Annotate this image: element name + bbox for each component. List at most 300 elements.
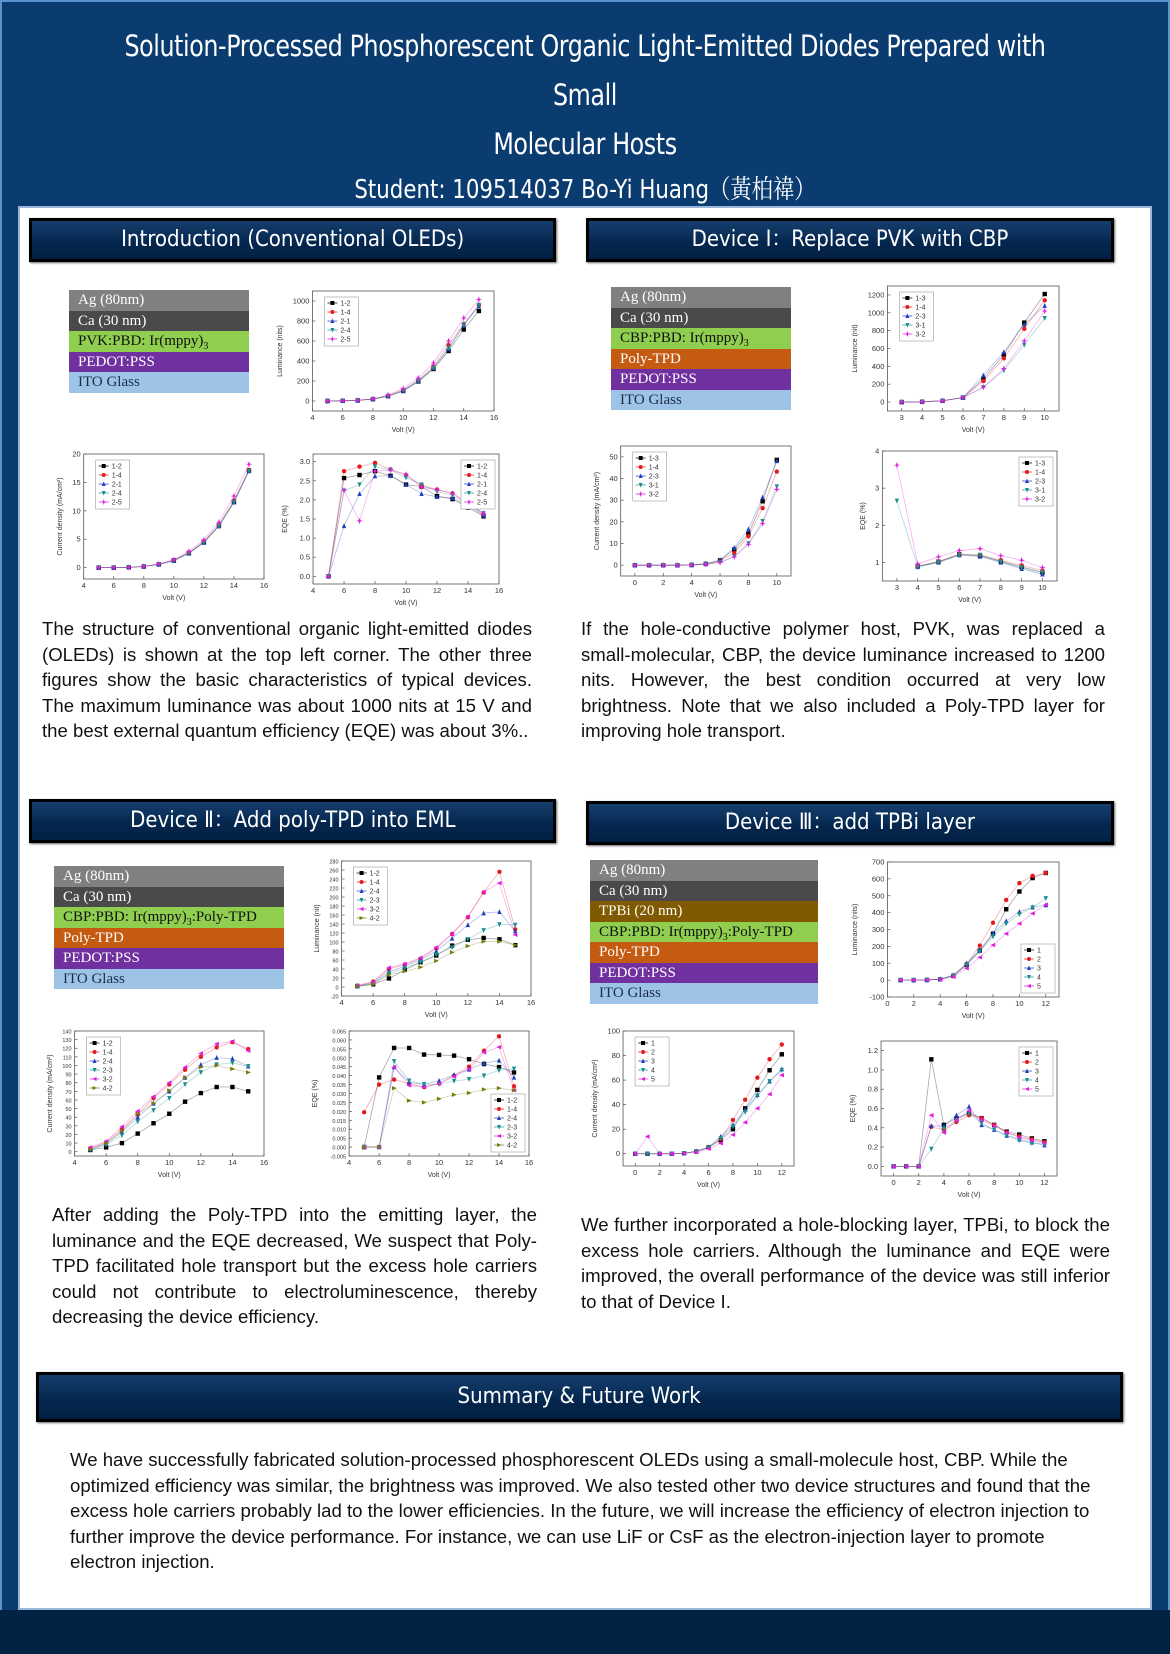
y-axis-label: Luminance (nit) — [314, 904, 321, 953]
legend-label: 1-4 — [111, 472, 122, 480]
x-tick-label: 6 — [964, 999, 969, 1008]
x-tick-label: 12 — [464, 1158, 474, 1167]
data-point — [477, 309, 481, 313]
legend-label: 2-3 — [507, 1124, 518, 1132]
x-tick-label: 6 — [104, 1158, 109, 1167]
y-tick-label: 1200 — [867, 290, 885, 300]
layer-label: ITO Glass — [599, 985, 661, 1001]
x-tick-label: 10 — [1015, 999, 1024, 1008]
layer-label-suffix: :Poly-TPD — [191, 909, 257, 925]
y-tick-label: 140 — [329, 922, 339, 929]
x-tick-label: 7 — [977, 583, 983, 592]
y-tick-label: 1.5 — [299, 514, 311, 524]
device-stack-intro — [69, 290, 249, 393]
layer-label: PEDOT:PSS — [620, 371, 697, 387]
data-point — [357, 464, 361, 468]
data-point — [362, 1110, 366, 1114]
legend-label: 4-2 — [102, 1085, 113, 1093]
layer-label-subscript: 3 — [203, 341, 209, 352]
legend — [324, 297, 358, 346]
x-tick-label: 16 — [259, 581, 269, 590]
legend-label: 2-4 — [102, 1058, 113, 1066]
legend-label: 2-5 — [111, 499, 122, 507]
data-point — [467, 464, 471, 468]
data-point — [357, 473, 361, 477]
legend-label: 1-3 — [648, 455, 659, 463]
data-point — [755, 1088, 759, 1092]
legend — [491, 1094, 525, 1152]
x-tick-label: 12 — [463, 998, 473, 1007]
layer-ca — [590, 881, 818, 902]
x-tick-label: 10 — [1015, 1178, 1024, 1187]
x-tick-label: 4 — [347, 1158, 352, 1167]
y-tick-label: 1000 — [292, 296, 310, 306]
y-tick-label: 110 — [62, 1055, 72, 1062]
section-heading-device3 — [586, 801, 1114, 845]
data-point — [102, 464, 106, 468]
y-axis-label: EQE (%) — [282, 505, 289, 533]
data-point — [1030, 874, 1034, 878]
data-point — [422, 1052, 426, 1056]
y-tick-label: 0 — [880, 975, 885, 985]
layer-label: Ca (30 nm) — [599, 882, 668, 899]
section-heading-intro-text: Introduction (Conventional OLEDs) — [120, 227, 465, 252]
legend-label: 1 — [1035, 1050, 1039, 1058]
legend-label: 2-4 — [369, 888, 380, 896]
x-tick-label: 14 — [494, 1158, 504, 1167]
device3-description: We further incorporated a hole-blocking layer, TPBi, to block the excess hole carriers. Although the luminance and EQE were improved, the overall performance of the device was still inferior to that of Device I. — [581, 1214, 1110, 1312]
legend-label: 2-5 — [477, 499, 488, 507]
x-tick-label: 8 — [370, 413, 376, 422]
data-point — [93, 1050, 97, 1054]
layer-label: Ca (30 nm) — [620, 309, 689, 326]
legend-label: 1 — [651, 1040, 655, 1048]
x-tick-label: 10 — [434, 1158, 444, 1167]
y-tick-label: 100 — [607, 1026, 621, 1036]
legend-label: 1-4 — [648, 464, 659, 472]
y-tick-label: 260 — [329, 868, 339, 875]
layer-pedot — [611, 369, 791, 390]
data-point — [497, 1098, 501, 1102]
data-point — [1043, 292, 1047, 296]
data-point — [102, 473, 106, 477]
y-tick-label: 2 — [875, 520, 880, 530]
legend-label: 1-4 — [477, 472, 488, 480]
x-tick-label: 12 — [196, 1158, 206, 1167]
legend-label: 3-2 — [915, 331, 926, 339]
data-point — [760, 506, 764, 510]
layer-eml — [611, 328, 791, 349]
section-heading-device3-text: Device Ⅲ：add TPBi layer — [724, 810, 976, 835]
legend-label: 1-4 — [915, 304, 926, 312]
data-point — [481, 936, 485, 940]
x-tick-label: 6 — [717, 578, 723, 587]
y-tick-label: -0.005 — [330, 1154, 347, 1161]
legend-label: 3 — [1035, 1068, 1039, 1076]
legend-label: 2-3 — [915, 313, 926, 321]
legend-label: 2-1 — [111, 481, 122, 489]
y-tick-label: 120 — [62, 1046, 72, 1053]
x-tick-label: 0 — [885, 999, 890, 1008]
legend-label: 1-2 — [369, 870, 380, 878]
y-tick-label: 0.2 — [867, 1142, 879, 1152]
layer-ito — [590, 983, 818, 1004]
y-tick-label: 100 — [62, 1063, 72, 1070]
data-point — [230, 1085, 234, 1089]
x-tick-label: 8 — [141, 581, 146, 590]
y-tick-label: 160 — [329, 913, 339, 920]
data-point — [330, 310, 334, 314]
legend-label: 2-4 — [507, 1115, 518, 1123]
x-tick-label: 16 — [526, 998, 536, 1007]
x-tick-label: 14 — [463, 586, 473, 595]
data-point — [387, 976, 391, 980]
data-point — [780, 1052, 784, 1056]
data-point — [978, 943, 982, 947]
y-tick-label: 0.015 — [332, 1118, 347, 1125]
data-point — [497, 870, 501, 874]
layer-eml — [54, 907, 284, 928]
layer-polytpd — [54, 928, 284, 949]
layer-label-subscript: 3 — [722, 931, 728, 943]
legend-label: 3-1 — [915, 322, 926, 330]
y-tick-label: 10 — [609, 539, 618, 548]
y-tick-label: 0.010 — [332, 1127, 347, 1134]
chart-device1-current-density — [592, 440, 797, 600]
legend-label: 1-4 — [369, 879, 380, 887]
y-tick-label: 40 — [332, 967, 339, 974]
legend-label: 2-4 — [111, 490, 122, 498]
y-tick-label: 0.055 — [332, 1047, 347, 1054]
y-tick-label: 0.045 — [332, 1065, 347, 1072]
x-tick-label: 8 — [407, 1158, 412, 1167]
data-point — [93, 1041, 97, 1045]
chart-device2-current-density — [45, 1025, 270, 1180]
layer-polytpd — [590, 942, 818, 963]
legend-label: 2-3 — [369, 897, 380, 905]
x-tick-label: 4 — [682, 1168, 687, 1177]
y-tick-label: 600 — [871, 344, 885, 353]
y-tick-label: 120 — [329, 931, 339, 938]
y-tick-label: 140 — [62, 1029, 72, 1036]
x-axis-label: Volt (V) — [424, 1012, 448, 1019]
y-tick-label: 0.0 — [299, 571, 311, 581]
y-tick-label: 0.050 — [332, 1056, 347, 1063]
data-point — [199, 1091, 203, 1095]
data-point — [1043, 298, 1047, 302]
y-tick-label: 200 — [296, 376, 310, 386]
y-tick-label: 0 — [880, 397, 885, 407]
section-heading-intro — [29, 218, 556, 262]
y-tick-label: 180 — [329, 904, 339, 911]
x-tick-label: 4 — [938, 999, 943, 1008]
y-axis-label: Current density (mA/cm²) — [47, 1054, 54, 1133]
y-tick-label: 0.065 — [332, 1029, 347, 1036]
data-point — [1027, 948, 1031, 952]
y-tick-label: 80 — [611, 1051, 621, 1061]
x-axis-label: Volt (V) — [697, 1182, 721, 1189]
legend-label: 2 — [1037, 956, 1041, 964]
data-point — [981, 379, 985, 383]
y-tick-label: 2.5 — [299, 476, 311, 486]
data-point — [377, 1082, 381, 1086]
x-tick-label: 2 — [916, 1178, 921, 1187]
legend-label: 1-2 — [111, 463, 122, 471]
x-axis-label: Volt (V) — [958, 597, 982, 604]
x-tick-label: 6 — [371, 998, 376, 1007]
y-tick-label: 60 — [611, 1075, 621, 1085]
layer-label: PEDOT:PSS — [599, 964, 676, 981]
x-tick-label: 4 — [310, 413, 315, 422]
y-tick-label: 0 — [335, 985, 339, 992]
data-point — [746, 534, 750, 538]
legend-label: 5 — [651, 1076, 655, 1084]
y-tick-label: 40 — [609, 474, 618, 483]
x-tick-label: 5 — [940, 413, 945, 422]
y-tick-label: 30 — [609, 495, 618, 505]
layer-label-subscript: 3 — [743, 338, 749, 349]
legend — [1019, 1047, 1053, 1096]
x-axis-label: Volt (V) — [961, 1013, 985, 1020]
y-tick-label: -20 — [330, 994, 339, 1001]
data-point — [767, 1057, 771, 1061]
layer-label: ITO Glass — [620, 391, 682, 408]
x-tick-label: 16 — [524, 1158, 534, 1167]
y-axis-label: Luminance (nits) — [277, 325, 284, 377]
layer-ag — [54, 866, 284, 887]
legend-label: 1-2 — [102, 1040, 113, 1048]
y-tick-label: 220 — [329, 886, 339, 893]
y-axis-label: EQE (%) — [312, 1079, 319, 1108]
intro-description: The structure of conventional organic light-emitted diodes (OLEDs) is shown at the top left corner. The other three figures show the basic characteristics of typical devices. The maximum luminance was about 1000 nits at 15 V and the best external quantum efficiency (EQE) was about 3%.. — [42, 618, 532, 742]
y-tick-label: 100 — [329, 940, 339, 947]
x-tick-label: 8 — [372, 586, 378, 595]
legend-label: 2-4 — [477, 490, 488, 498]
legend-label: 2-4 — [340, 327, 351, 335]
chart-device1-eqe — [858, 445, 1063, 605]
layer-label: Ca (30 nm) — [63, 888, 132, 905]
y-tick-label: 100 — [871, 958, 885, 968]
data-point — [1025, 470, 1029, 474]
data-point — [373, 461, 377, 465]
y-tick-label: 4 — [875, 446, 880, 456]
legend-label: 3-2 — [102, 1076, 113, 1084]
data-point — [775, 469, 779, 473]
x-tick-label: 2 — [661, 578, 666, 587]
y-axis-label: Luminance (nits) — [852, 903, 859, 956]
y-tick-label: 0 — [615, 1149, 621, 1159]
y-tick-label: 20 — [332, 976, 339, 983]
x-tick-label: 8 — [730, 1168, 736, 1177]
student-line: Student: 109514037 Bo-Yi Huang（黃柏禕） — [354, 175, 816, 205]
layer-tpbi — [590, 901, 818, 922]
legend-label: 2-1 — [340, 318, 351, 326]
y-tick-label: 3.0 — [299, 457, 311, 467]
data-point — [1027, 957, 1031, 961]
section-heading-device2-text: Device Ⅱ：Add poly-TPD into EML — [129, 808, 456, 833]
legend-label: 2-3 — [1035, 478, 1046, 486]
x-axis-label: Volt (V) — [394, 600, 418, 607]
y-tick-label: 0.8 — [867, 1084, 879, 1094]
x-tick-label: 10 — [401, 586, 411, 595]
legend-label: 4-2 — [369, 915, 380, 923]
data-point — [780, 1042, 784, 1046]
x-tick-label: 4 — [689, 578, 694, 587]
layer-label: CBP:PBD: Ir(mppy) — [620, 330, 744, 346]
layer-label: PEDOT:PSS — [78, 353, 155, 370]
x-tick-label: 16 — [489, 413, 499, 422]
y-tick-label: 30 — [65, 1124, 72, 1131]
data-point — [467, 473, 471, 477]
data-point — [929, 1057, 933, 1061]
layer-label: Ag (80nm) — [599, 862, 666, 878]
y-tick-label: 0.025 — [332, 1100, 347, 1107]
y-tick-label: 400 — [871, 908, 885, 918]
data-point — [905, 305, 909, 309]
layer-pedot — [590, 963, 818, 984]
y-tick-label: 400 — [871, 361, 885, 371]
legend-label: 1-3 — [1035, 460, 1046, 468]
legend — [1021, 944, 1055, 993]
data-point — [767, 1068, 771, 1072]
x-tick-label: 6 — [341, 586, 347, 595]
layer-ito — [54, 969, 284, 990]
x-tick-label: 12 — [777, 1168, 786, 1177]
data-point — [1025, 461, 1029, 465]
legend-label: 2 — [1035, 1059, 1039, 1067]
x-tick-label: 8 — [992, 1178, 997, 1187]
x-tick-label: 16 — [494, 586, 504, 595]
x-tick-label: 6 — [377, 1158, 382, 1167]
legend-label: 2-5 — [340, 336, 351, 344]
data-point — [743, 1098, 747, 1102]
y-tick-label: 40 — [65, 1115, 72, 1122]
y-tick-label: 300 — [871, 925, 885, 934]
layer-ca — [54, 887, 284, 908]
legend-label: 2 — [651, 1049, 655, 1057]
layer-label: Poly-TPD — [599, 944, 660, 960]
legend — [899, 292, 933, 341]
data-point — [497, 1034, 501, 1038]
x-tick-label: 4 — [920, 413, 925, 422]
chart-device2-luminance — [312, 855, 537, 1020]
data-point — [639, 456, 643, 460]
y-tick-label: 40 — [611, 1100, 621, 1110]
legend-label: 1-2 — [507, 1097, 518, 1105]
layer-label: PVK:PBD: Ir(mppy) — [78, 333, 204, 349]
data-point — [1025, 1060, 1029, 1064]
y-tick-label: 50 — [609, 452, 618, 462]
y-tick-label: 10 — [65, 1141, 72, 1148]
y-tick-label: 20 — [609, 517, 618, 527]
y-tick-label: 200 — [329, 895, 339, 902]
y-tick-label: 280 — [329, 859, 339, 866]
legend-label: 1-4 — [102, 1049, 113, 1057]
legend-label: 5 — [1037, 983, 1041, 991]
chart-device1-luminance — [850, 280, 1065, 435]
x-tick-label: 6 — [111, 581, 116, 590]
x-tick-label: 6 — [706, 1168, 711, 1177]
legend-label: 4-2 — [507, 1142, 518, 1150]
x-tick-label: 4 — [339, 998, 344, 1007]
x-tick-label: 8 — [135, 1158, 140, 1167]
x-tick-label: 2 — [657, 1168, 662, 1177]
x-tick-label: 0 — [632, 578, 637, 587]
section-heading-device1-text: Device Ⅰ：Replace PVK with CBP — [691, 227, 1009, 252]
device-stack-device3 — [590, 860, 818, 1004]
x-tick-label: 14 — [229, 581, 239, 590]
legend-label: 3-2 — [369, 906, 380, 914]
data-point — [641, 1050, 645, 1054]
x-tick-label: 6 — [966, 1178, 972, 1187]
y-tick-label: 0 — [305, 396, 310, 406]
chart-intro-current-density — [55, 448, 270, 603]
y-axis-label: Current density (mA/cm²) — [594, 471, 601, 551]
data-point — [1017, 889, 1021, 893]
y-tick-label: 1.0 — [867, 1065, 879, 1075]
legend-label: 4 — [1037, 974, 1041, 982]
legend-label: 4 — [1035, 1077, 1039, 1085]
layer-label: TPBi (20 nm) — [599, 903, 683, 919]
layer-label: CBP:PBD: Ir(mppy) — [63, 909, 187, 925]
layer-label-suffix: :Poly-TPD — [727, 923, 793, 940]
x-tick-label: 7 — [981, 413, 986, 422]
layer-ca — [611, 308, 791, 329]
x-tick-label: 8 — [402, 998, 407, 1007]
legend — [96, 460, 130, 509]
layer-ag — [590, 860, 818, 881]
data-point — [1022, 327, 1026, 331]
y-tick-label: 0 — [76, 563, 81, 573]
data-point — [641, 1041, 645, 1045]
y-tick-label: 500 — [871, 891, 885, 901]
legend-label: 3-2 — [507, 1133, 518, 1141]
summary-description: We have successfully fabricated solution-processed phosphorescent OLEDs using a small-molecule host, CBP. While the optimized efficiency was similar, the brightness was improved. We also tested other two device structures and found that the excess hole carriers probably lad to the lower efficiencies. In the future, we will increase the efficiency of electron injection to further improve the device performance. For instance, we can use LiF or CsF as the electron-injection layer to promote electron injection. — [70, 1449, 1091, 1573]
x-tick-label: 10 — [772, 578, 781, 587]
layer-label: PEDOT:PSS — [63, 950, 140, 966]
x-axis-label: Volt (V) — [957, 1192, 981, 1199]
legend-label: 1 — [1037, 947, 1041, 955]
legend — [461, 460, 495, 509]
y-tick-label: -100 — [869, 992, 885, 1002]
x-tick-label: 4 — [310, 586, 316, 595]
x-tick-label: 2 — [911, 999, 916, 1008]
x-tick-label: 3 — [894, 583, 899, 592]
data-point — [183, 1099, 187, 1103]
data-point — [1004, 907, 1008, 911]
x-tick-label: 14 — [495, 998, 504, 1007]
x-tick-label: 6 — [960, 413, 966, 422]
x-axis-label: Volt (V) — [961, 427, 985, 434]
legend — [87, 1037, 121, 1095]
x-tick-label: 10 — [165, 1158, 174, 1167]
layer-ca — [69, 311, 249, 332]
x-tick-label: 12 — [429, 413, 438, 422]
x-axis-label: Volt (V) — [157, 1172, 181, 1179]
legend-label: 3-2 — [648, 491, 659, 499]
legend — [1019, 457, 1053, 506]
x-tick-label: 12 — [1041, 999, 1050, 1008]
legend-label: 2-1 — [477, 481, 488, 489]
section-heading-summary — [36, 1372, 1123, 1422]
data-point — [497, 1107, 501, 1111]
x-axis-label: Volt (V) — [162, 595, 186, 602]
y-tick-label: 50 — [65, 1107, 72, 1114]
x-tick-label: 10 — [432, 998, 441, 1007]
legend-label: 2-3 — [102, 1067, 113, 1075]
chart-intro-eqe — [280, 448, 505, 608]
x-axis-label: Volt (V) — [427, 1172, 451, 1179]
